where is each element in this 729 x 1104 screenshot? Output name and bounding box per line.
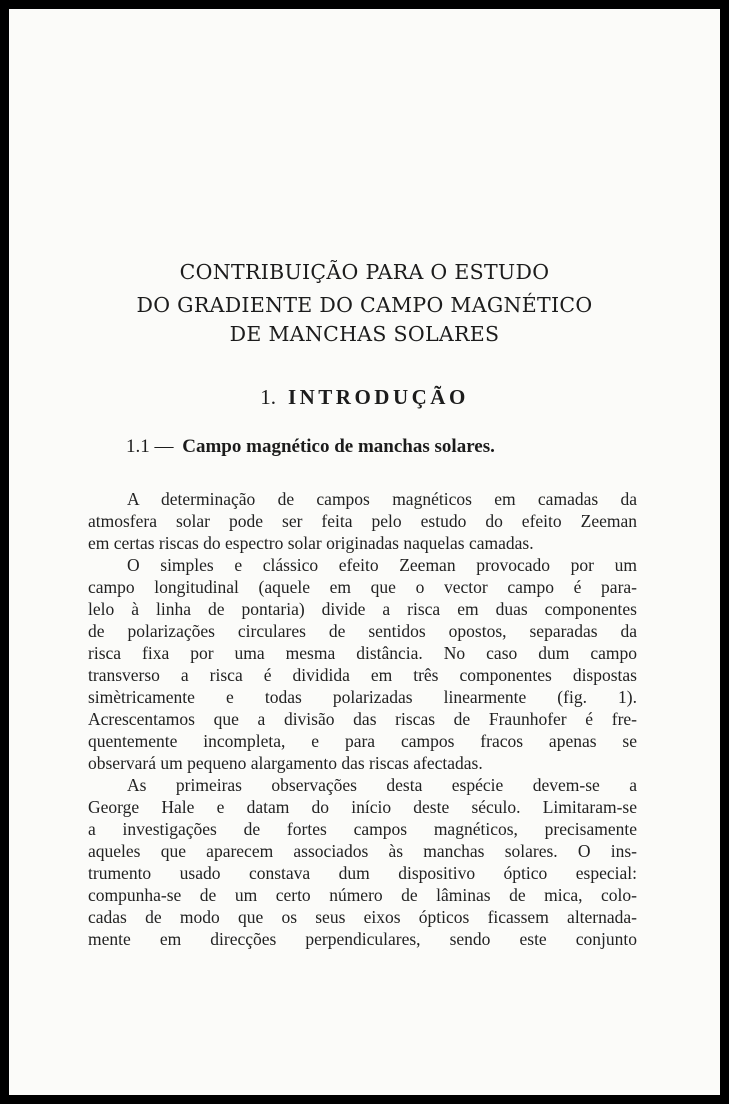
- subsection-heading: [126, 436, 495, 458]
- body-text-line: em certas riscas do espectro solar originadas naquelas camadas.: [88, 533, 534, 553]
- document-page: [9, 9, 720, 1095]
- body-text-line: George Hale e datam do início deste século. Limitaram-se: [88, 797, 637, 817]
- body-text-line: aqueles que aparecem associados às manchas solares. O ins-: [88, 841, 637, 861]
- body-text-line: mente em direcções perpendiculares, sendo este conjunto: [88, 929, 637, 949]
- body-text-line: As primeiras observações desta espécie devem-se a: [127, 775, 637, 795]
- body-text-line: lelo à linha de pontaria) divide a risca em duas componentes: [88, 599, 637, 619]
- subsection-number: 1.1 —: [126, 436, 174, 457]
- subsection-title: Campo magnético de manchas solares.: [182, 436, 495, 457]
- section-heading: [9, 385, 720, 410]
- body-text-line: Acrescentamos que a divisão das riscas de Fraunhofer é fre-: [88, 709, 637, 729]
- body-text-line: A determinação de campos magnéticos em camadas da: [127, 489, 637, 509]
- body-text-line: transverso a risca é dividida em três componentes dispostas: [88, 665, 637, 685]
- body-text-line: atmosfera solar pode ser feita pelo estudo do efeito Zeeman: [88, 511, 637, 531]
- body-text-line: simètricamente e todas polarizadas linearmente (fig. 1).: [88, 687, 637, 707]
- title-line-2: DO GRADIENTE DO CAMPO MAGNÉTICO: [136, 293, 593, 317]
- body-text-line: cadas de modo que os seus eixos ópticos ficassem alternada-: [88, 907, 637, 927]
- body-text-line: quentemente incompleta, e para campos fracos apenas se: [88, 731, 637, 751]
- body-text-line: campo longitudinal (aquele em que o vector campo é para-: [88, 577, 637, 597]
- body-text-line: observará um pequeno alargamento das riscas afectadas.: [88, 753, 483, 773]
- body-text-line: de polarizações circulares de sentidos opostos, separadas da: [88, 621, 637, 641]
- title-line-1: CONTRIBUIÇÃO PARA O ESTUDO: [179, 260, 550, 284]
- body-text-line: O simples e clássico efeito Zeeman provocado por um: [127, 555, 637, 575]
- title-line-3: DE MANCHAS SOLARES: [229, 322, 500, 346]
- body-text-line: compunha-se de um certo número de lâminas de mica, colo-: [88, 885, 637, 905]
- section-number: 1.: [260, 385, 276, 409]
- body-text-line: a investigações de fortes campos magnéticos, precisamente: [88, 819, 637, 839]
- body-text-line: risca fixa por uma mesma distância. No caso dum campo: [88, 643, 637, 663]
- body-text-line: trumento usado constava dum dispositivo óptico especial:: [88, 863, 637, 883]
- section-title: INTRODUÇÃO: [287, 385, 469, 409]
